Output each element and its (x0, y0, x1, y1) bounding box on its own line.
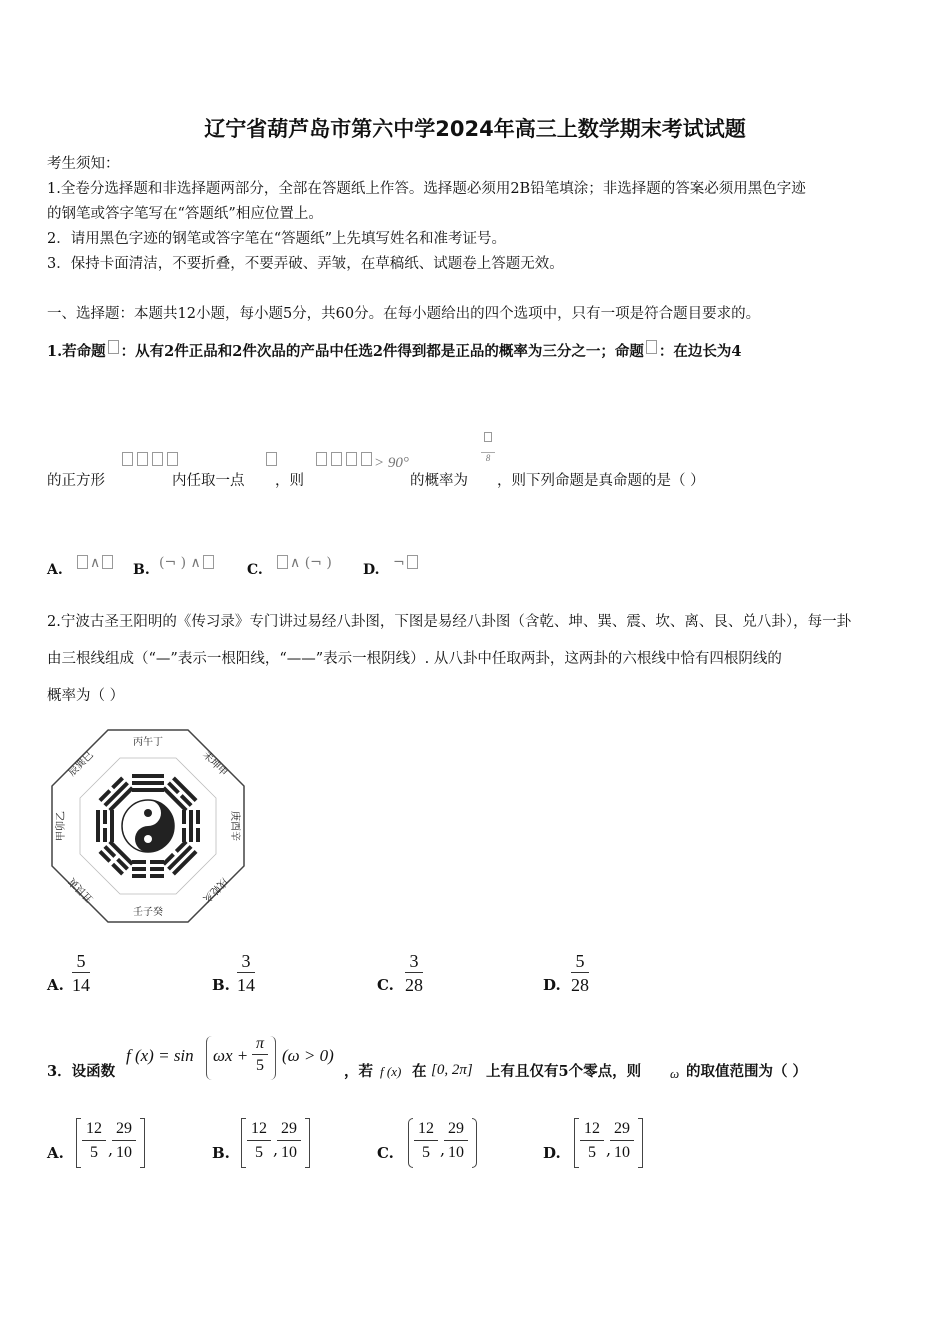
notice-line-1a: 1.全卷分选择题和非选择题两部分，全部在答题纸上作答。选择题必须用2B铅笔填涂；非选择题的答案必须用黑色字迹 (47, 181, 806, 197)
q1-part1: 1.若命题 (47, 343, 106, 360)
yin-yang-icon (122, 800, 174, 852)
q2-line-3: 概率为（ ） (47, 688, 125, 704)
q3-condition: (ω > 0) (282, 1046, 334, 1065)
q1-part8: ，则下列命题是真命题的是（ ） (497, 473, 705, 489)
q2-option-d-fraction: $\frac{5}{28}$ (571, 951, 589, 995)
q1-option-d-expr: ¬ (393, 555, 420, 571)
q3-mid2: 在 (412, 1063, 427, 1080)
bagua-label-top-left: 辰巽巳 (66, 749, 96, 779)
trigram-top (132, 774, 164, 792)
q3-option-a-interval: $\frac{12}{5}$ , $\frac{29}{10}$ (76, 1118, 146, 1168)
probability-fraction (481, 432, 495, 463)
q1-option-a-expr: ∧ (75, 555, 115, 571)
q2-option-c-fraction: $\frac{3}{28}$ (405, 951, 423, 995)
q1-part2: ：从有2件正品和2件次品的产品中任选2件得到都是正品的概率为三分之一；命题 (120, 343, 644, 360)
bagua-label-right: 庚酉辛 (229, 811, 240, 841)
page-title: 辽宁省葫芦岛市第六中学2024年高三上数学期末考试试题 (204, 117, 746, 141)
q2-option-b-fraction: $\frac{3}{14}$ (237, 951, 255, 995)
q1-part6: ，则 (275, 473, 304, 489)
q1-part4: 的正方形 (47, 473, 105, 489)
q1-option-c-label[interactable]: C. (247, 562, 263, 578)
q1-option-c-expr: ∧ (¬ ) (275, 555, 332, 571)
q3-option-a-label[interactable]: A. (47, 1144, 64, 1162)
bagua-label-top: 丙午丁 (133, 737, 163, 748)
q3-pi-fraction: $\frac{\pi}{5}$ (252, 1034, 268, 1077)
q1-option-b-label[interactable]: B. (133, 562, 150, 578)
q3-option-d-label[interactable]: D. (543, 1144, 561, 1162)
q1-line-1 (47, 340, 742, 361)
bagua-label-bottom-right: 戌乾亥 (200, 875, 230, 905)
q2-option-b-label[interactable]: B. (212, 976, 230, 994)
q1-part7: 的概率为 (410, 473, 468, 489)
notice-heading: 考生须知： (47, 156, 120, 172)
bagua-label-left: 甲卯乙 (56, 811, 67, 841)
q3-func-lhs: f (x) = sin (126, 1046, 194, 1065)
q3-mid1: ，若 (344, 1063, 373, 1080)
q1-option-a-label[interactable]: A. (47, 562, 63, 578)
angle-text: > 90° (374, 455, 409, 471)
q3-option-b-label[interactable]: B. (212, 1144, 230, 1162)
q3-omega: ω (670, 1066, 680, 1081)
angle-expression (314, 452, 409, 472)
notice-line-3: 3．保持卡面清洁，不要折叠，不要弄破、弄皱，在草稿纸、试题卷上答题无效。 (47, 256, 564, 272)
q2-line-1: 2.宁波古圣王阳明的《传习录》专门讲过易经八卦图，下图是易经八卦图（含乾、坤、巽、震、坎、离、艮、兑八卦），每一卦 (47, 614, 852, 630)
q3-option-d-interval: $\frac{12}{5}$ , $\frac{29}{10}$ (574, 1118, 644, 1168)
q3-prefix: 3．设函数 (47, 1063, 116, 1080)
q2-option-a-fraction: $\frac{5}{14}$ (72, 951, 90, 995)
q2-option-d-label[interactable]: D. (543, 976, 561, 994)
q3-suffix: 的取值范围为（ ） (686, 1063, 808, 1080)
abcd-placeholder (120, 452, 180, 471)
q1-option-d-label[interactable]: D. (363, 562, 380, 578)
bagua-label-top-right: 未坤申 (200, 749, 230, 779)
q-placeholder-icon (646, 340, 657, 354)
q3-interval: [0, 2π] (431, 1062, 473, 1078)
q3-fx: f (x) (380, 1064, 402, 1079)
q2-option-c-label[interactable]: C. (377, 976, 394, 994)
q1-part5: 内任取一点 (172, 473, 245, 489)
q1-option-b-expr: (¬ ) ∧ (159, 555, 216, 571)
p-placeholder-icon (108, 340, 119, 354)
q3-func-arg: ωx + (213, 1046, 249, 1065)
notice-line-2: 2．请用黑色字迹的钢笔或答字笔在“答题纸”上先填写姓名和准考证号。 (47, 231, 507, 247)
q2-line-2: 由三根线组成（“—”表示一根阳线，“——”表示一根阴线）. 从八卦中任取两卦，这两卦的六根线中恰有四根阴线的 (47, 651, 782, 667)
probability-denominator: 8 (485, 453, 491, 463)
q1-part3: ：在边长为4 (658, 343, 742, 360)
q3-mid3: 上有且仅有5个零点，则 (486, 1063, 642, 1080)
q3-option-c-label[interactable]: C. (377, 1144, 394, 1162)
q3-option-b-interval: $\frac{12}{5}$ , $\frac{29}{10}$ (241, 1118, 311, 1168)
section-heading: 一、选择题：本题共12小题，每小题5分，共60分。在每小题给出的四个选项中，只有一项是符合题目要求的。 (47, 306, 761, 322)
bagua-label-bottom-left: 丑艮寅 (66, 875, 96, 905)
notice-line-1b: 的钢笔或答字笔写在“答题纸”相应位置上。 (47, 206, 323, 222)
q2-option-a-label[interactable]: A. (47, 976, 64, 994)
bagua-label-bottom: 壬子癸 (133, 907, 163, 918)
bagua-diagram (50, 728, 246, 924)
q3-option-c-interval: $\frac{12}{5}$ , $\frac{29}{10}$ (408, 1118, 478, 1168)
